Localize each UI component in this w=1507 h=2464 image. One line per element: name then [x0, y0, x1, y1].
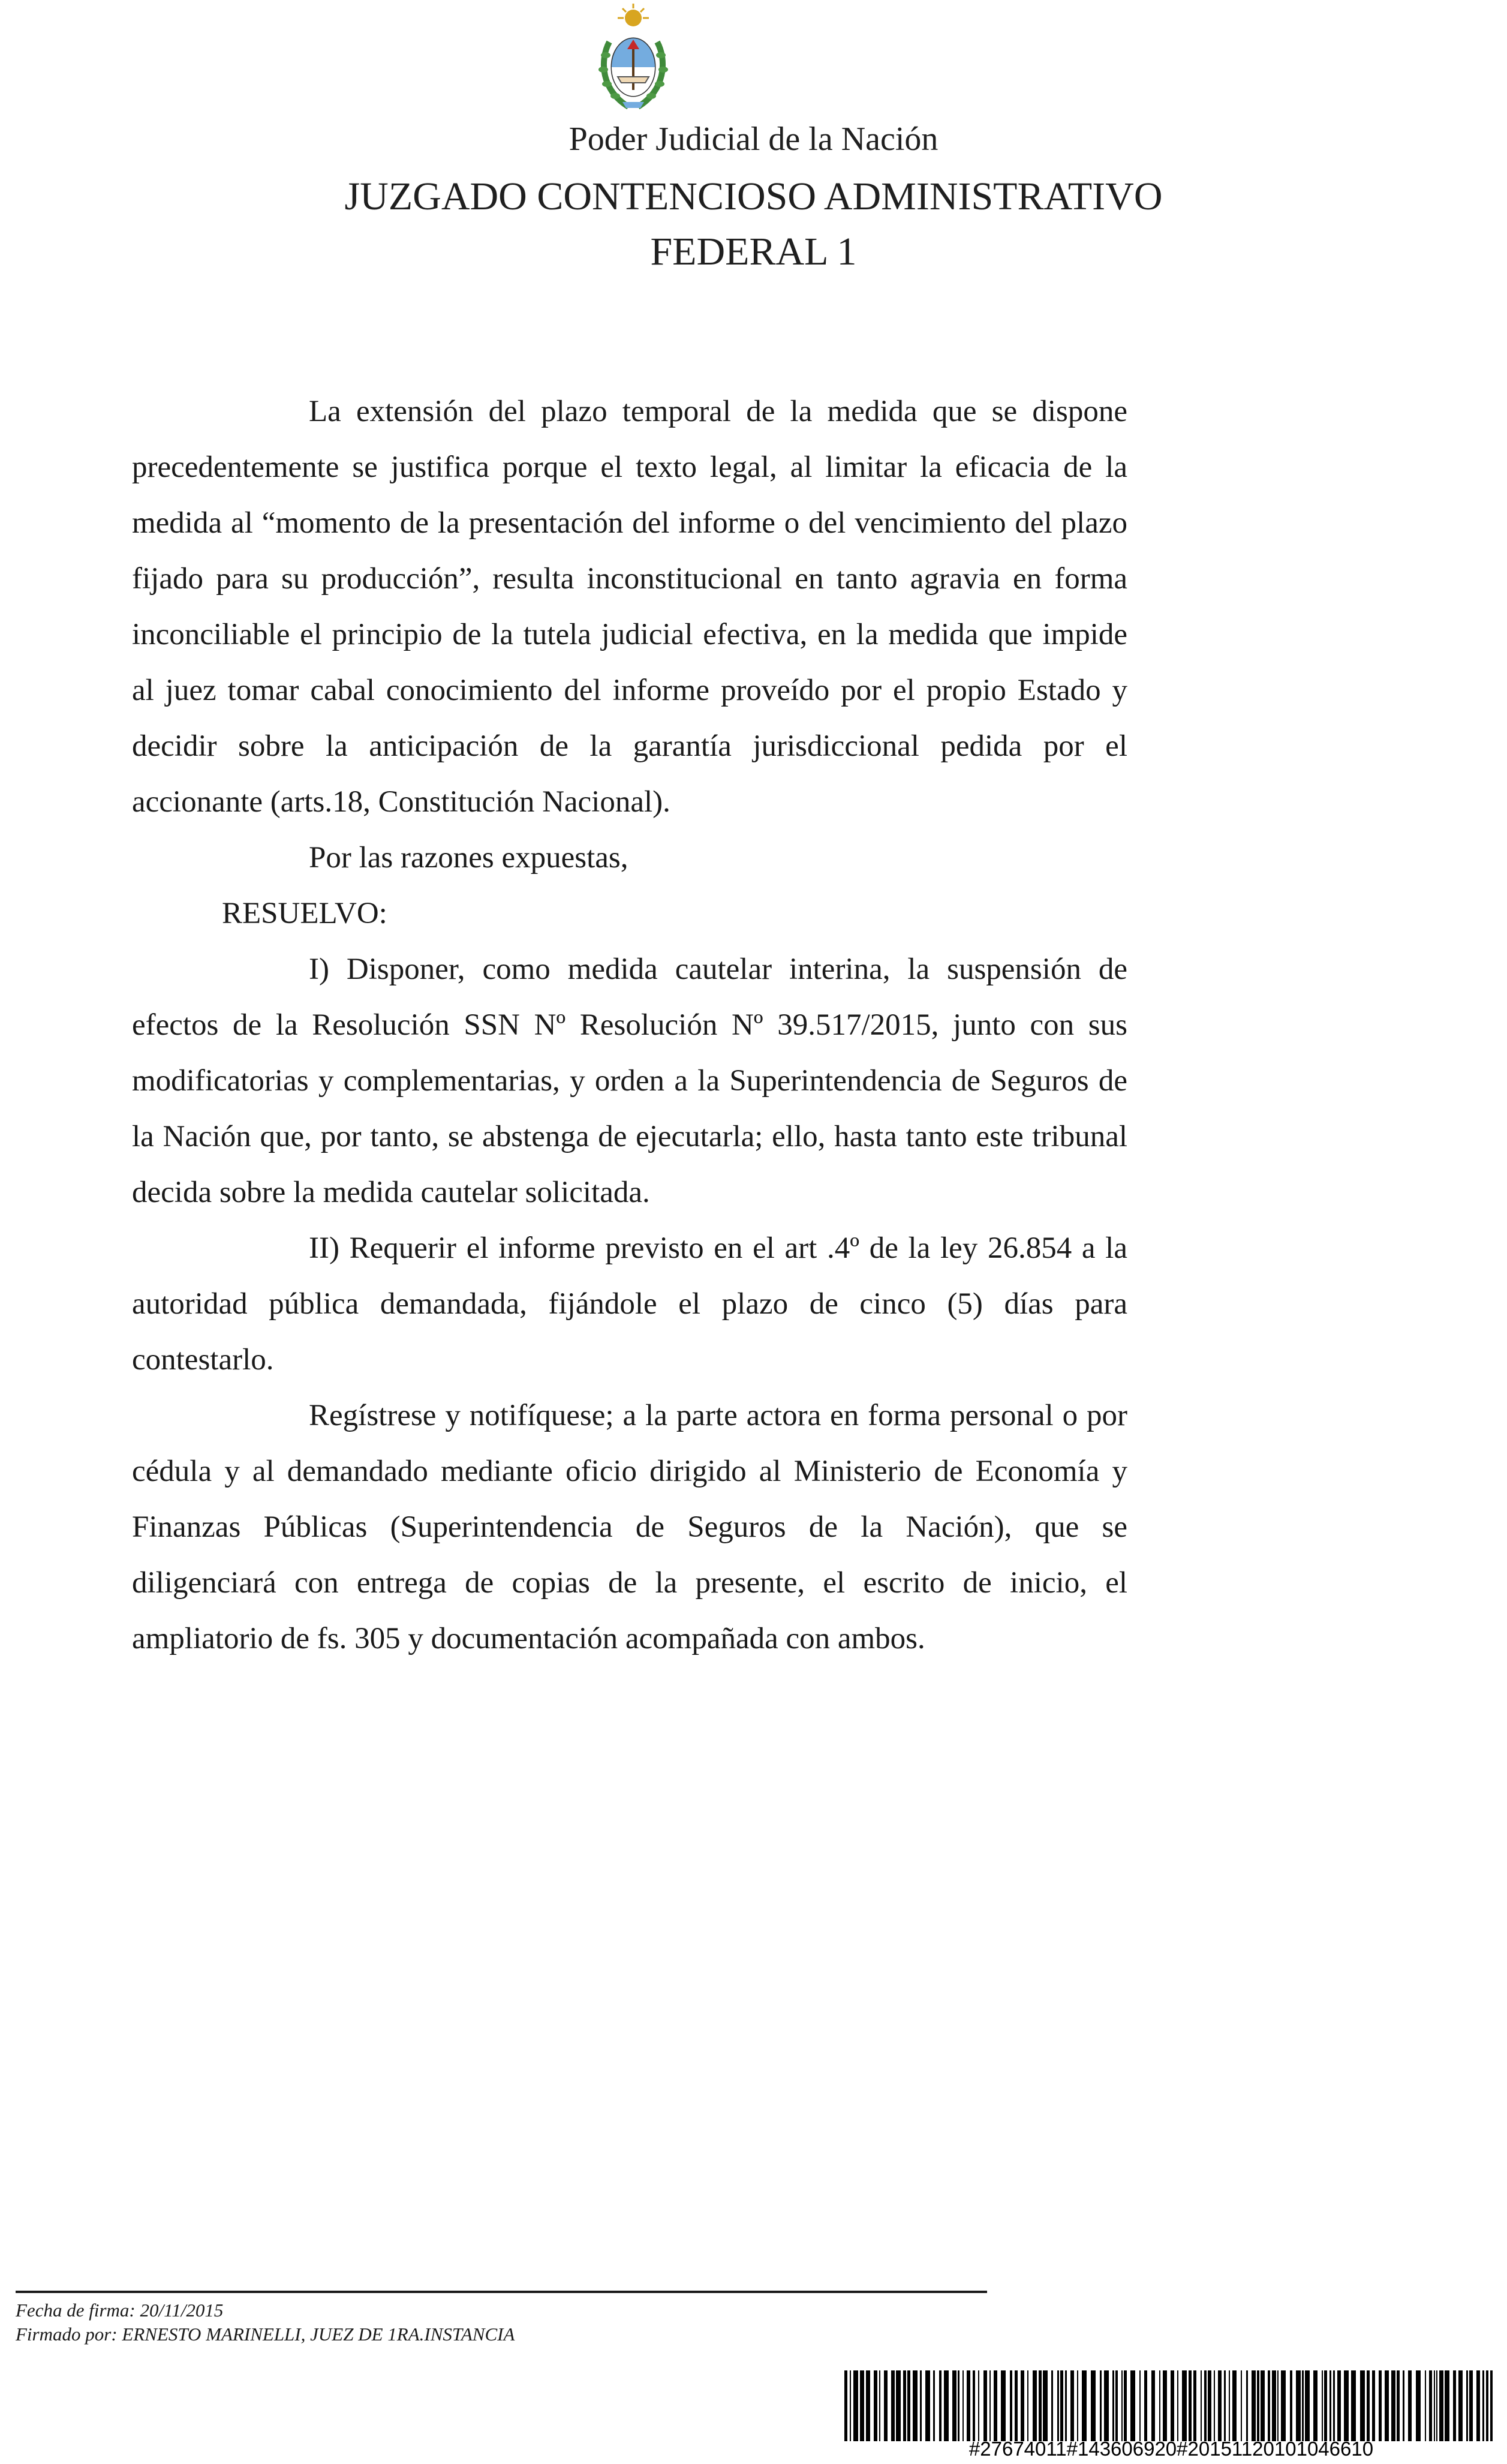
barcode-bar [1408, 2370, 1412, 2441]
barcode-bar [1229, 2370, 1230, 2441]
barcode-bar [1372, 2370, 1375, 2441]
barcode-bar [1351, 2370, 1356, 2441]
barcode-bar [1469, 2370, 1473, 2441]
signature-date: Fecha de firma: 20/11/2015 [16, 2300, 224, 2321]
barcode-bar [1482, 2370, 1484, 2441]
barcode-bar [1112, 2370, 1114, 2441]
barcode-bar [1060, 2370, 1063, 2441]
court-name: Poder Judicial de la Nación [568, 121, 939, 158]
barcode-bar [907, 2370, 910, 2441]
barcode-bar [1224, 2370, 1226, 2441]
barcode-bar [952, 2370, 956, 2441]
barcode-bar [1051, 2370, 1053, 2441]
barcode-bar [944, 2370, 949, 2441]
barcode-bar [1429, 2370, 1432, 2441]
barcode-bar [1367, 2370, 1370, 2441]
barcode-bar [1232, 2370, 1237, 2441]
tribunal-name-line1: JUZGADO CONTENCIOSO ADMINISTRATIVO [344, 175, 1163, 218]
barcode-bar [1453, 2370, 1456, 2441]
barcode-bar [1151, 2370, 1155, 2441]
barcode-bar [994, 2370, 997, 2441]
barcode-bar [1130, 2370, 1135, 2441]
barcode-bar [1281, 2370, 1286, 2441]
barcode-bar [1261, 2370, 1265, 2441]
barcode-bar [1077, 2370, 1078, 2441]
barcode-bar [1333, 2370, 1335, 2441]
barcode-bar [1177, 2370, 1178, 2441]
barcode-bar [896, 2370, 901, 2441]
barcode-bar [1476, 2370, 1480, 2441]
barcode-bar [1445, 2370, 1449, 2441]
barcode-bar [920, 2370, 922, 2441]
barcode-bar [1439, 2370, 1443, 2441]
barcode-bar [1015, 2370, 1018, 2441]
barcode-bar [1082, 2370, 1087, 2441]
barcode-bar [1337, 2370, 1341, 2441]
barcode-bar [1159, 2370, 1160, 2441]
barcode-bar [903, 2370, 906, 2441]
barcode-bar [884, 2370, 888, 2441]
barcode-bar [1403, 2370, 1404, 2441]
barcode-bar [1100, 2370, 1102, 2441]
barcode-bar [1241, 2370, 1242, 2441]
barcode-bar [1425, 2370, 1426, 2441]
signature-signer: Firmado por: ERNESTO MARINELLI, JUEZ DE 1RA.INSTANCIA [16, 2324, 515, 2345]
barcode-bar [1193, 2370, 1196, 2441]
barcode-bar [1324, 2370, 1327, 2441]
barcode-bar [1397, 2370, 1400, 2441]
barcode-bar [874, 2370, 877, 2441]
barcode-bar [1277, 2370, 1279, 2441]
barcode-bar [1214, 2370, 1215, 2441]
paragraph-extension: La extensión del plazo temporal de la medida que se dispone precedentemente se justifica porque el texto legal, al limitar la eficacia de la medida al “momento de la presentación del informe o del vencimiento del plazo fijado para su producción”, resulta inconstitucional en tanto agravia en forma inconciliable el principio de la tutela judicial efectiva, en la medida que impide al juez tomar cabal conocimiento del informe proveído por el propio Estado y decidir sobre la anticipación de la garantía jurisdiccional pedida por el accionante (arts.18, Constitución Nacional). [132, 395, 1127, 819]
barcode-bar [1201, 2370, 1202, 2441]
barcode-bar [1208, 2370, 1211, 2441]
barcode-bar [1115, 2370, 1118, 2441]
barcode-bar [913, 2370, 918, 2441]
barcode-bar [1001, 2370, 1006, 2441]
paragraph-notify: Regístrese y notifíquese; a la parte actora en forma personal o por cédula y al demandado mediante oficio dirigido al Ministerio de Economía y Finanzas Públicas (Superintendencia de Seguros de la Nación), que se diligenciará con entrega de copias de la presente, el escrito de inicio, el ampliatorio de fs. 305 y documentación acompañada con ambos. [132, 1399, 1127, 1655]
barcode-bar [1010, 2370, 1012, 2441]
barcode-bar [1490, 2370, 1493, 2441]
barcode-bar [1322, 2370, 1323, 2441]
barcode-bar [1070, 2370, 1074, 2441]
barcode-bar [939, 2370, 942, 2441]
barcode-bar [860, 2370, 864, 2441]
barcode-bar [891, 2370, 895, 2441]
barcode-bar [853, 2370, 858, 2441]
paragraph-order-1: I) Disponer, como medida cautelar interina, la suspensión de efectos de la Resolución SSN Nº Resolución Nº 39.517/2015, junto con sus modificatorias y complementarias, y orden a la Superintendencia de Seguros de la Nación que, por tanto, se abstenga de ejecutarla; ello, hasta tanto este tribunal decida sobre la medida cautelar solicitada. [132, 952, 1127, 1209]
barcode-bar [989, 2370, 991, 2441]
barcode-bar [1057, 2370, 1059, 2441]
barcode-bar [1268, 2370, 1270, 2441]
barcode-bar [1458, 2370, 1463, 2441]
barcode-bar [879, 2370, 880, 2441]
barcode-bar [973, 2370, 975, 2441]
barcode-bar [1021, 2370, 1024, 2441]
barcode-bar [1139, 2370, 1141, 2441]
coat-of-arms-icon [591, 0, 675, 114]
barcode-bar [1065, 2370, 1067, 2441]
barcode-bar [1296, 2370, 1301, 2441]
barcode-bar [958, 2370, 959, 2441]
barcode-bar [1033, 2370, 1037, 2441]
barcode-bar [1027, 2370, 1028, 2441]
barcode-bar [978, 2370, 979, 2441]
barcode-bar [1391, 2370, 1395, 2441]
barcode-bar [1039, 2370, 1042, 2441]
barcode-bar [983, 2370, 987, 2441]
barcode-bar [1344, 2370, 1349, 2441]
barcode-bar [1305, 2370, 1310, 2441]
barcode-bar [1313, 2370, 1318, 2441]
barcode-bar [1329, 2370, 1331, 2441]
barcode-bar [1218, 2370, 1222, 2441]
barcode-bar [1124, 2370, 1127, 2441]
barcode-bar [1204, 2370, 1207, 2441]
barcode-bar [1246, 2370, 1248, 2441]
barcode-bar [844, 2370, 847, 2441]
barcode-bar [962, 2370, 964, 2441]
barcode-bar [1121, 2370, 1123, 2441]
barcode-bar [866, 2370, 870, 2441]
barcode-icon [844, 2370, 1498, 2441]
barcode-bar [967, 2370, 970, 2441]
barcode-bar [1434, 2370, 1435, 2441]
barcode-bar [1043, 2370, 1048, 2441]
paragraph-reasons: Por las razones expuestas, [309, 841, 628, 875]
barcode-bar [850, 2370, 851, 2441]
barcode-bar [1272, 2370, 1276, 2441]
document-body [132, 384, 1127, 1667]
barcode-bar [1091, 2370, 1096, 2441]
barcode-bar [925, 2370, 930, 2441]
barcode-bar [1182, 2370, 1187, 2441]
resuelvo-heading: RESUELVO: [222, 897, 387, 930]
barcode-bar [1385, 2370, 1389, 2441]
barcode-bar [1257, 2370, 1259, 2441]
barcode-bar [1379, 2370, 1382, 2441]
barcode-bar [1302, 2370, 1304, 2441]
barcode-bar [1486, 2370, 1488, 2441]
signature-divider [16, 2291, 987, 2293]
paragraph-order-2: II) Requerir el informe previsto en el art .4º de la ley 26.854 a la autoridad pública demandada, fijándole el plazo de cinco (5) días para contestarlo. [132, 1231, 1127, 1377]
barcode-number: #27674011#143606920#20151120101046610 [968, 2438, 1374, 2460]
barcode-bar [1104, 2370, 1109, 2441]
barcode-bar [1416, 2370, 1421, 2441]
barcode-bar [1144, 2370, 1147, 2441]
barcode-bar [933, 2370, 935, 2441]
barcode-bar [1189, 2370, 1192, 2441]
barcode-bar [1436, 2370, 1437, 2441]
barcode-bar [1163, 2370, 1167, 2441]
barcode-bar [1466, 2370, 1468, 2441]
barcode-bar [1290, 2370, 1292, 2441]
barcode-bar [1171, 2370, 1174, 2441]
barcode-bar [1360, 2370, 1365, 2441]
tribunal-name-line2: FEDERAL 1 [650, 230, 857, 274]
barcode-bar [1252, 2370, 1256, 2441]
